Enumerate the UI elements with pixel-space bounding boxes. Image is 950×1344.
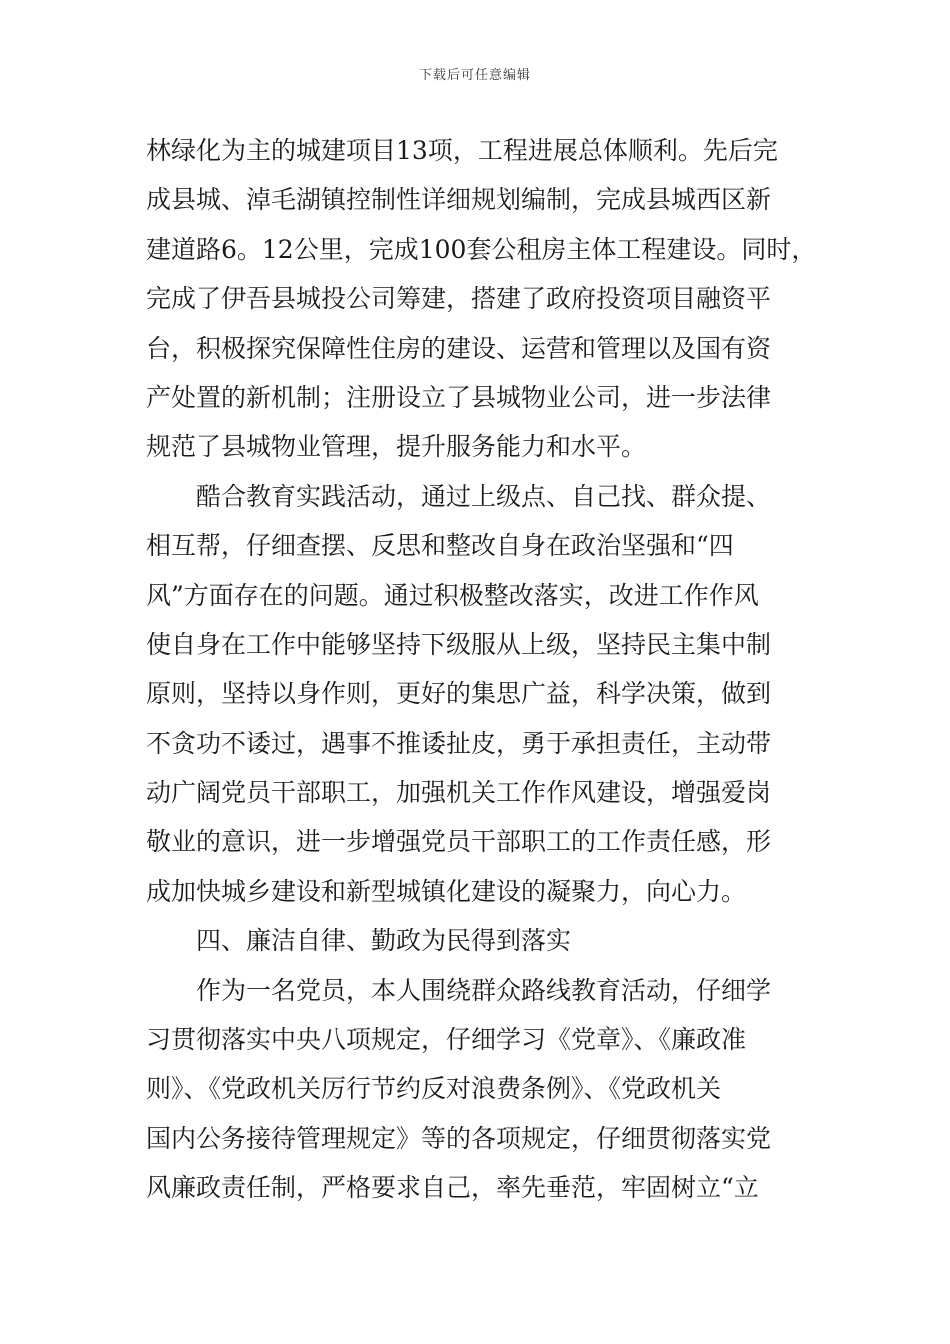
text-line: 规范了县城物业管理，提升服务能力和水平。 xyxy=(146,432,647,462)
text-line: 建道路6。12公里，完成100套公租房主体工程建设。同时， xyxy=(146,234,817,264)
text-line: 风廉政责任制，严格要求自己，率先垂范，牢固树立“立 xyxy=(146,1173,759,1203)
paragraph-start-line: 作为一名党员，本人围绕群众路线教育活动，仔细学 xyxy=(196,975,772,1005)
text-line: 使自身在工作中能够坚持下级服从上级，坚持民主集中制 xyxy=(146,629,772,659)
text-line: 林绿化为主的城建项目13项，工程进展总体顺利。先后完 xyxy=(146,136,778,165)
document-body xyxy=(146,126,817,1213)
text-line: 产处置的新机制；注册设立了县城物业公司，进一步法律 xyxy=(146,382,772,412)
text-line: 习贯彻落实中央八项规定，仔细学习《党章》、《廉政准 xyxy=(146,1025,747,1055)
paragraph-start-line: 酷合教育实践活动，通过上级点、自己找、群众提、 xyxy=(196,481,772,511)
section-heading: 四、廉洁自律、勤政为民得到落实 xyxy=(196,926,572,956)
text-line: 国内公务接待管理规定》等的各项规定，仔细贯彻落实党 xyxy=(146,1123,772,1153)
text-line: 不贪功不诿过，遇事不推诿扯皮，勇于承担责任，主动带 xyxy=(146,728,772,758)
text-line: 成加快城乡建设和新型城镇化建设的凝聚力，向心力。 xyxy=(146,876,747,906)
text-line: 台，积极探究保障性住房的建设、运营和管理以及国有资 xyxy=(146,333,772,363)
text-line: 风”方面存在的问题。通过积极整改落实，改进工作作风 xyxy=(146,580,759,610)
text-line: 原则，坚持以身作则，更好的集思广益，科学决策，做到 xyxy=(146,679,772,709)
text-line: 敬业的意识，进一步增强党员干部职工的工作责任感，形 xyxy=(146,827,772,857)
text-line: 则》、《党政机关厉行节约反对浪费条例》、《党政机关 xyxy=(146,1074,722,1104)
page-header: 下载后可任意编辑 xyxy=(418,68,531,83)
text-line: 成县城、淖毛湖镇控制性详细规划编制，完成县城西区新 xyxy=(146,185,772,215)
text-line: 完成了伊吾县城投公司筹建，搭建了政府投资项目融资平 xyxy=(146,284,772,314)
text-line: 动广阔党员干部职工，加强机关工作作风建设，增强爱岗 xyxy=(146,778,772,808)
text-line: 相互帮，仔细查摆、反思和整改自身在政治坚强和“四 xyxy=(146,531,734,561)
